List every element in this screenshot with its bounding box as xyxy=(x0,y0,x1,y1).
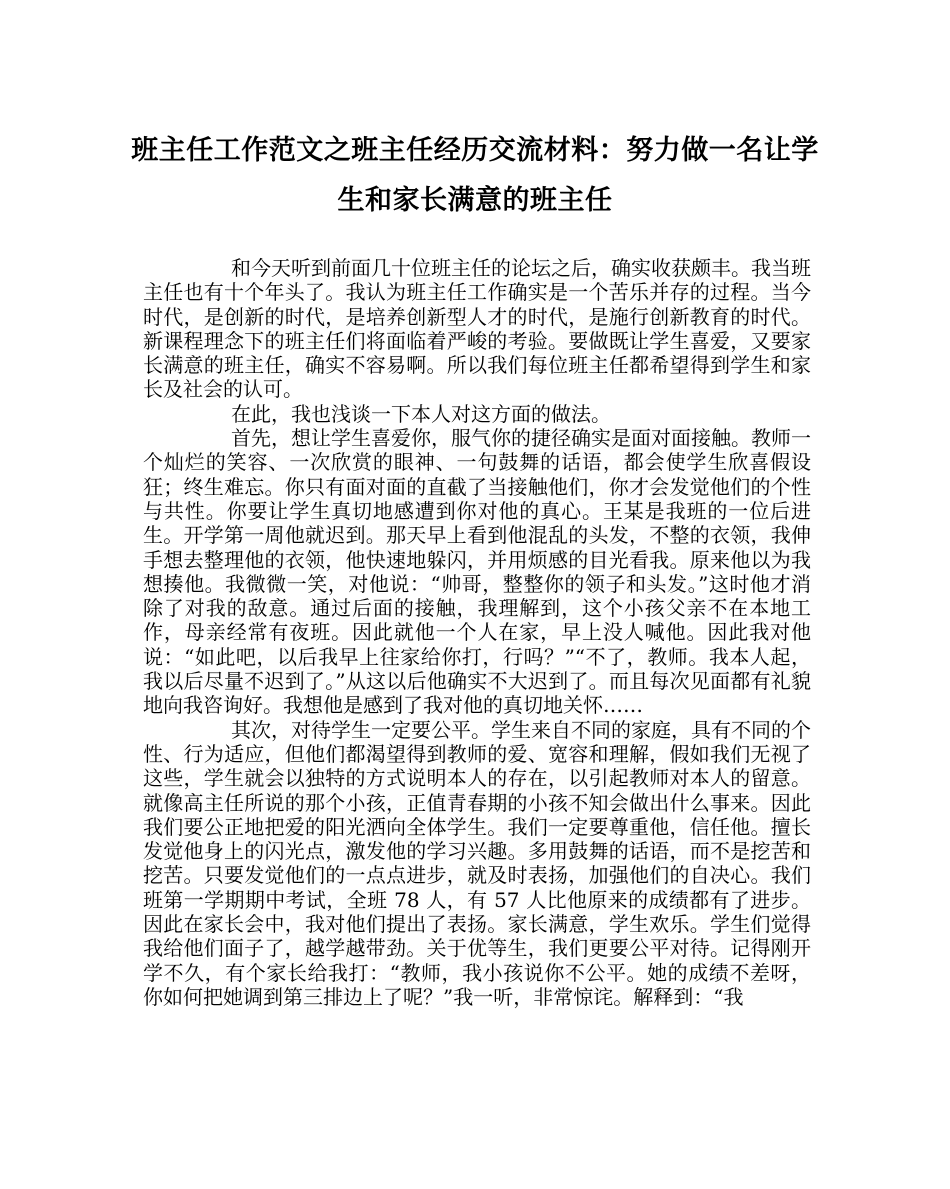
paragraph-first-point: 首先，想让学生喜爱你，服气你的捷径确实是面对面接触。教师一个灿烂的笑容、一次欣赏的眼神、一句鼓舞的话语，都会使学生欣喜假设狂；终生难忘。你只有面对面的直截了当接触他们，你才会发觉他们的个性与共性。你要让学生真切地感遭到你对他的真心。王某是我班的一位后进生。开学第一周他就迟到。那天早上看到他混乱的头发，不整的衣领，我伸手想去整理他的衣领，他快速地躲闪，并用烦感的目光看我。原来他以为我想揍他。我微微一笑，对他说：“帅哥，整整你的领子和头发。”这时他才消除了对我的敌意。通过后面的接触，我理解到，这个小孩父亲不在本地工作，母亲经常有夜班。因此就他一个人在家，早上没人喊他。因此我对他说：“如此吧，以后我早上往家给你打，行吗？”“不了，教师。我本人起，我以后尽量不迟到了。”从这以后他确实不大迟到了。而且每次见面都有礼貌地向我咨询好。我想他是感到了我对他的真切地关怀…… xyxy=(143,426,811,718)
paragraph-intro: 和今天听到前面几十位班主任的论坛之后，确实收获颇丰。我当班主任也有十个年头了。我认为班主任工作确实是一个苦乐并存的过程。当今时代，是创新的时代，是培养创新型人才的时代，是施行创新教育的时代。新课程理念下的班主任们将面临着严峻的考验。要做既让学生喜爱，又要家长满意的班主任，确实不容易啊。所以我们每位班主任都希望得到学生和家长及社会的认可。 xyxy=(143,256,811,402)
document-body xyxy=(143,256,811,1009)
paragraph-second-point: 其次，对待学生一定要公平。学生来自不同的家庭，具有不同的个性、行为适应，但他们都渴望得到教师的爱、宽容和理解，假如我们无视了这些，学生就会以独特的方式说明本人的存在，以引起教师对本人的留意。就像高主任所说的那个小孩，正值青春期的小孩不知会做出什么事来。因此我们要公正地把爱的阳光洒向全体学生。我们一定要尊重他，信任他。擅长发觉他身上的闪光点，激发他的学习兴趣。多用鼓舞的话语，而不是挖苦和挖苦。只要发觉他们的一点点进步，就及时表扬，加强他们的自决心。我们班第一学期期中考试，全班 78 人，有 57 人比他原来的成绩都有了进步。因此在家长会中，我对他们提出了表扬。家长满意，学生欢乐。学生们觉得我给他们面子了，越学越带劲。关于优等生，我们更要公平对待。记得刚开学不久，有个家长给我打：“教师，我小孩说你不公平。她的成绩不差呀，你如何把她调到第三排边上了呢？”我一听，非常惊诧。解释到：“我 xyxy=(143,717,811,1009)
paragraph-transition: 在此，我也浅谈一下本人对这方面的做法。 xyxy=(231,401,611,426)
document-title: 班主任工作范文之班主任经历交流材料：努力做一名让学生和家长满意的班主任 xyxy=(131,135,819,216)
